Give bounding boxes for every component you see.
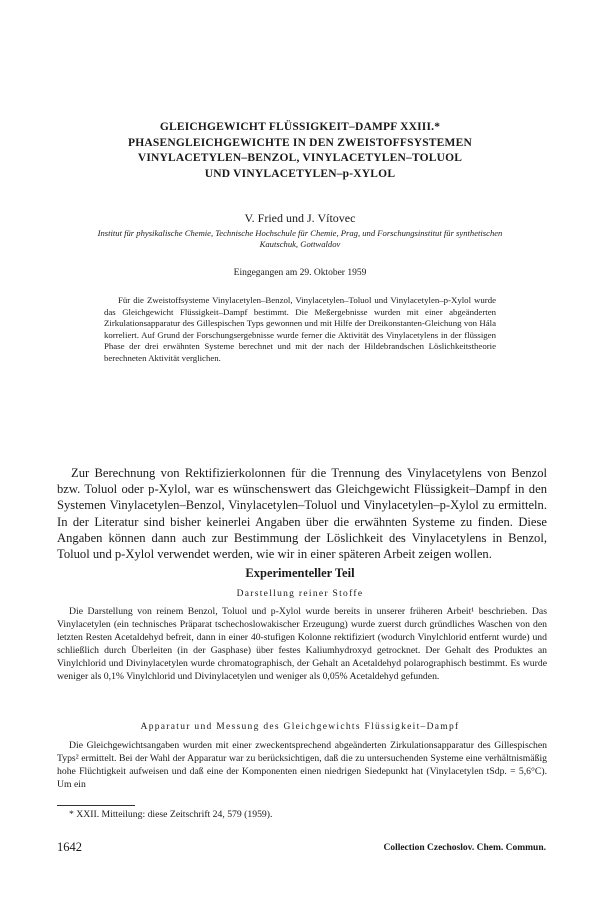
journal-name: Collection Czechoslov. Chem. Commun. (383, 843, 546, 853)
body-paragraph: Die Gleichgewichtsangaben wurden mit einer zweckentsprechend abgeänderten Zirkulationsapparatur des Gillespischen Typs² ermittelt. Bei der Wahl der Apparatur war zu berücksichtigen, daß die zu untersuchenden Systeme eine verhältnismäßig hohe Flüchtigkeit aufweisen und daß eine der Komponenten einen niedrigen Siedepunkt hat (Vinylacetylen tSdp. = 5,6°C). Um ein (57, 740, 547, 790)
subsection-heading: Apparatur und Messung des Gleichgewichts Flüssigkeit–Dampf (140, 722, 460, 732)
section-heading: Experimenteller Teil (245, 566, 355, 580)
subsection-heading: Darstellung reiner Stoffe (236, 589, 364, 599)
introduction-paragraph: Zur Berechnung von Rektifizierkolonnen für die Trennung des Vinylacetylens von Benzol bzw. Toluol oder p-Xylol, war es wünschenswert das Gleichgewicht Flüssigkeit–Dampf in den Systemen Vinylacetylen–Benzol, Vinylacetylen–Toluol und Vinylacetylen–p-Xylol zu ermitteln. In der Literatur sind bisher keinerlei Angaben über die erwähnten Systeme zu finden. Diese Angaben können dann auch zur Bestimmung der Löslichkeit des Vinylacetylens in Benzol, Toluol und p-Xylol verwendet werden, wie wir in einer späteren Arbeit zeigen wollen. (57, 466, 547, 562)
body-paragraph: Die Darstellung von reinem Benzol, Toluol und p-Xylol wurde bereits in unserer früheren Arbeit¹ beschrieben. Das Vinylacetylen (ein technisches Präparat tschechoslowakischer Erzeugung) wurde zuerst durch gründliches Waschen von den letzten Resten Acetaldehyd befreit, dann in einer 40-stufigen Kolonne rektifiziert (wodurch Vinylchlorid entfernt wurde) und schließlich durch Überleiten (in der Gasphase) über festes Kaliumhydroxyd getrocknet. Der Gehalt des Produktes an Vinylchlorid und Divinylacetylen wurde chromatographisch, der Gehalt an Acetaldehyd polarographisch bestimmt. Es wurde weniger als 0,1% Vinylchlorid und Divinylacetylen und weniger als 0,05% Acetaldehyd gefunden. (57, 606, 547, 682)
authors: V. Fried und J. Vítovec (244, 211, 356, 225)
footnote-rule (57, 805, 135, 806)
page-number: 1642 (57, 840, 82, 854)
abstract: Für die Zweistoffsysteme Vinylacetylen–Benzol, Vinylacetylen–Toluol und Vinylacetylen–p-Xylol wurde das Gleichgewicht Flüssigkeit–Dampf bestimmt. Die Meßergebnisse wurden mit einer abgeänderten Zirkulationsapparatur des Gillespischen Typs gewonnen und mit Hilfe der Dreikonstanten-Gleichung von Hála korreliert. Auf Grund der Forschungsergebnisse wurde ferner die Aktivität des Vinylacetylens in der flüssigen Phase der drei erwähnten Systeme berechnet und mit der nach der Hildebrandschen Löslichkeitstheorie berechneten Aktivität verglichen. (104, 295, 496, 363)
received-date: Eingegangen am 29. Oktober 1959 (233, 268, 367, 278)
footnote: * XXII. Mitteilung: diese Zeitschrift 24, 579 (1959). (69, 809, 273, 820)
title-line: VINYLACETYLEN–BENZOL, VINYLACETYLEN–TOLUOL (137, 152, 463, 164)
title-line: UND VINYLACETYLEN–p-XYLOL (204, 167, 396, 180)
affiliation: Institut für physikalische Chemie, Technische Hochschule für Chemie, Prag, und Forschungsinstitut für synthetischen Kautschuk, Gottwaldov (97, 228, 503, 249)
title-line: PHASENGLEICHGEWICHTE IN DEN ZWEISTOFFSYSTEMEN (128, 136, 472, 149)
article-title (60, 120, 540, 182)
title-line: GLEICHGEWICHT FLÜSSIGKEIT–DAMPF XXIII.* (159, 121, 441, 133)
